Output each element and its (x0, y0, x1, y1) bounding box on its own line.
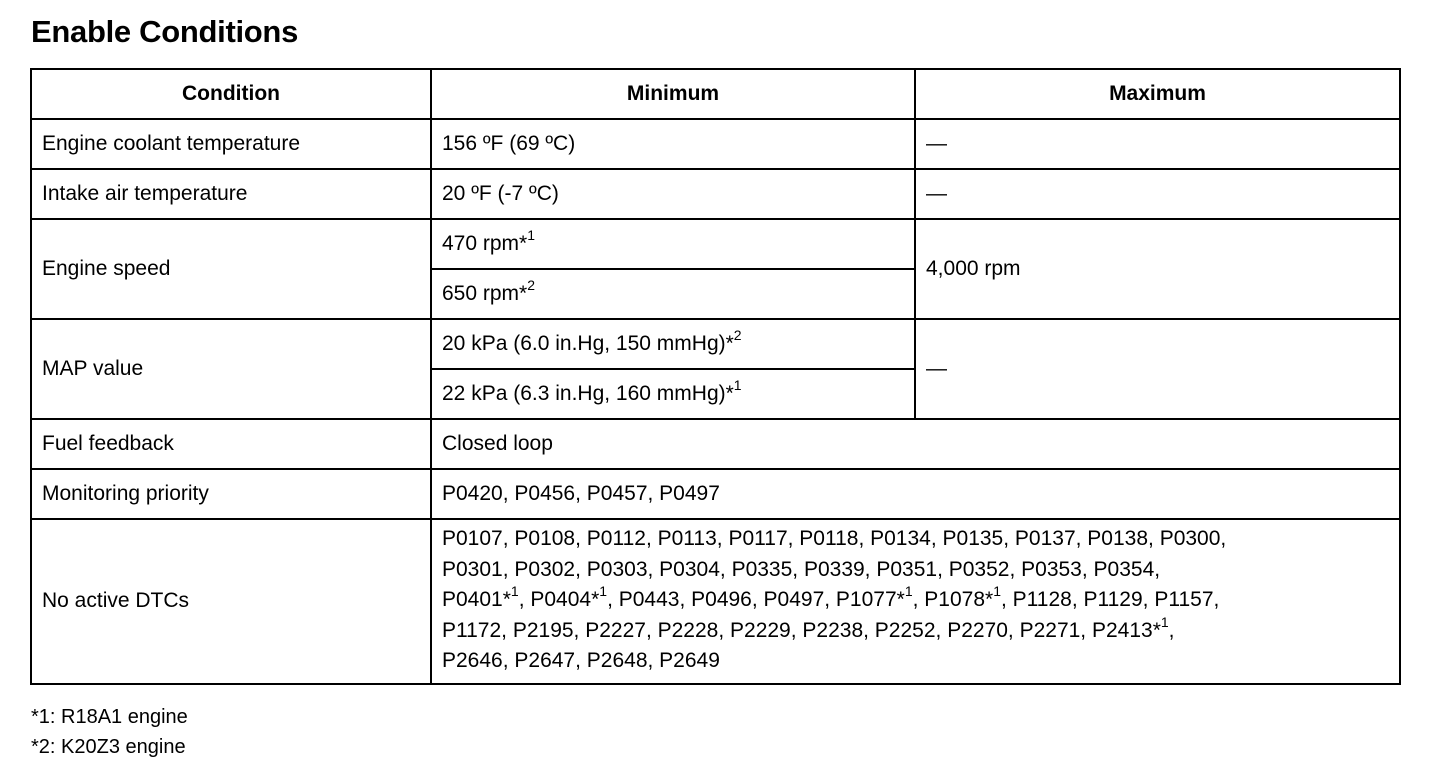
table-row (31, 119, 1400, 169)
maximum-cell: 4,000 rpm (915, 219, 1400, 319)
footnote-marker: 2 (733, 327, 742, 343)
condition-cell: Engine speed (31, 219, 431, 319)
dtc-list-cell (431, 519, 1400, 684)
page-title: Enable Conditions (31, 14, 299, 49)
table-row (31, 519, 1400, 684)
dtc-code: P0401* (442, 588, 511, 611)
table-row (31, 219, 1400, 269)
maximum-cell: — (915, 319, 1400, 419)
footnote-marker: 1 (599, 583, 608, 599)
minimum-cell (431, 319, 915, 369)
value-cell: Closed loop (431, 419, 1400, 469)
minimum-cell (431, 269, 915, 319)
enable-conditions-table (30, 68, 1401, 685)
dtc-line: P0301, P0302, P0303, P0304, P0335, P0339, P0351, P0352, P0353, P0354, (442, 557, 1161, 581)
table-row (31, 469, 1400, 519)
column-header-condition: Condition (31, 69, 431, 119)
dtc-code: , P1078* (912, 588, 994, 611)
footnote-marker: 1 (904, 583, 913, 599)
minimum-cell (431, 369, 915, 419)
footnote-marker: 1 (1160, 613, 1169, 630)
dtc-line: P0107, P0108, P0112, P0113, P0117, P0118, P0134, P0135, P0137, P0138, P0300, (442, 527, 1227, 550)
footnote-marker: 1 (527, 227, 536, 243)
minimum-value: 650 rpm* (442, 282, 528, 305)
table-header-row (31, 69, 1400, 119)
minimum-cell (431, 219, 915, 269)
table-row (31, 319, 1400, 369)
column-header-minimum: Minimum (431, 69, 915, 119)
maximum-cell: — (915, 119, 1400, 169)
dtc-code: , P0404* (518, 588, 600, 611)
value-cell: P0420, P0456, P0457, P0497 (431, 469, 1400, 519)
minimum-value: 470 rpm* (442, 232, 528, 255)
dtc-code: , P1128, P1129, P1157, (1001, 588, 1220, 611)
minimum-value: 22 kPa (6.3 in.Hg, 160 mmHg)* (442, 382, 734, 405)
footnote-marker: 2 (527, 277, 536, 293)
footnote-marker: 1 (733, 377, 742, 393)
minimum-cell: 20 ºF (-7 ºC) (431, 169, 915, 219)
dtc-line: P2646, P2647, P2648, P2649 (442, 649, 720, 672)
condition-cell: Monitoring priority (31, 469, 431, 519)
footnote-marker: 1 (510, 583, 519, 599)
minimum-cell: 156 ºF (69 ºC) (431, 119, 915, 169)
minimum-value: 20 kPa (6.0 in.Hg, 150 mmHg)* (442, 332, 734, 355)
dtc-code: , P0443, P0496, P0497, P1077* (607, 588, 905, 611)
condition-cell: Fuel feedback (31, 419, 431, 469)
footnote-marker: 1 (993, 583, 1001, 599)
condition-cell: Intake air temperature (31, 169, 431, 219)
dtc-line: , (1168, 618, 1175, 642)
condition-cell: No active DTCs (31, 519, 431, 684)
footnote-1: *1: R18A1 engine (31, 706, 188, 728)
condition-cell: MAP value (31, 319, 431, 419)
column-header-maximum: Maximum (915, 69, 1400, 119)
footnote-2: *2: K20Z3 engine (31, 736, 186, 758)
condition-cell: Engine coolant temperature (31, 119, 431, 169)
dtc-line: P1172, P2195, P2227, P2228, P2229, P2238, P2252, P2270, P2271, P2413* (442, 618, 1161, 642)
maximum-cell: — (915, 169, 1400, 219)
table-row (31, 169, 1400, 219)
table-row (31, 419, 1400, 469)
footnotes (31, 702, 188, 762)
